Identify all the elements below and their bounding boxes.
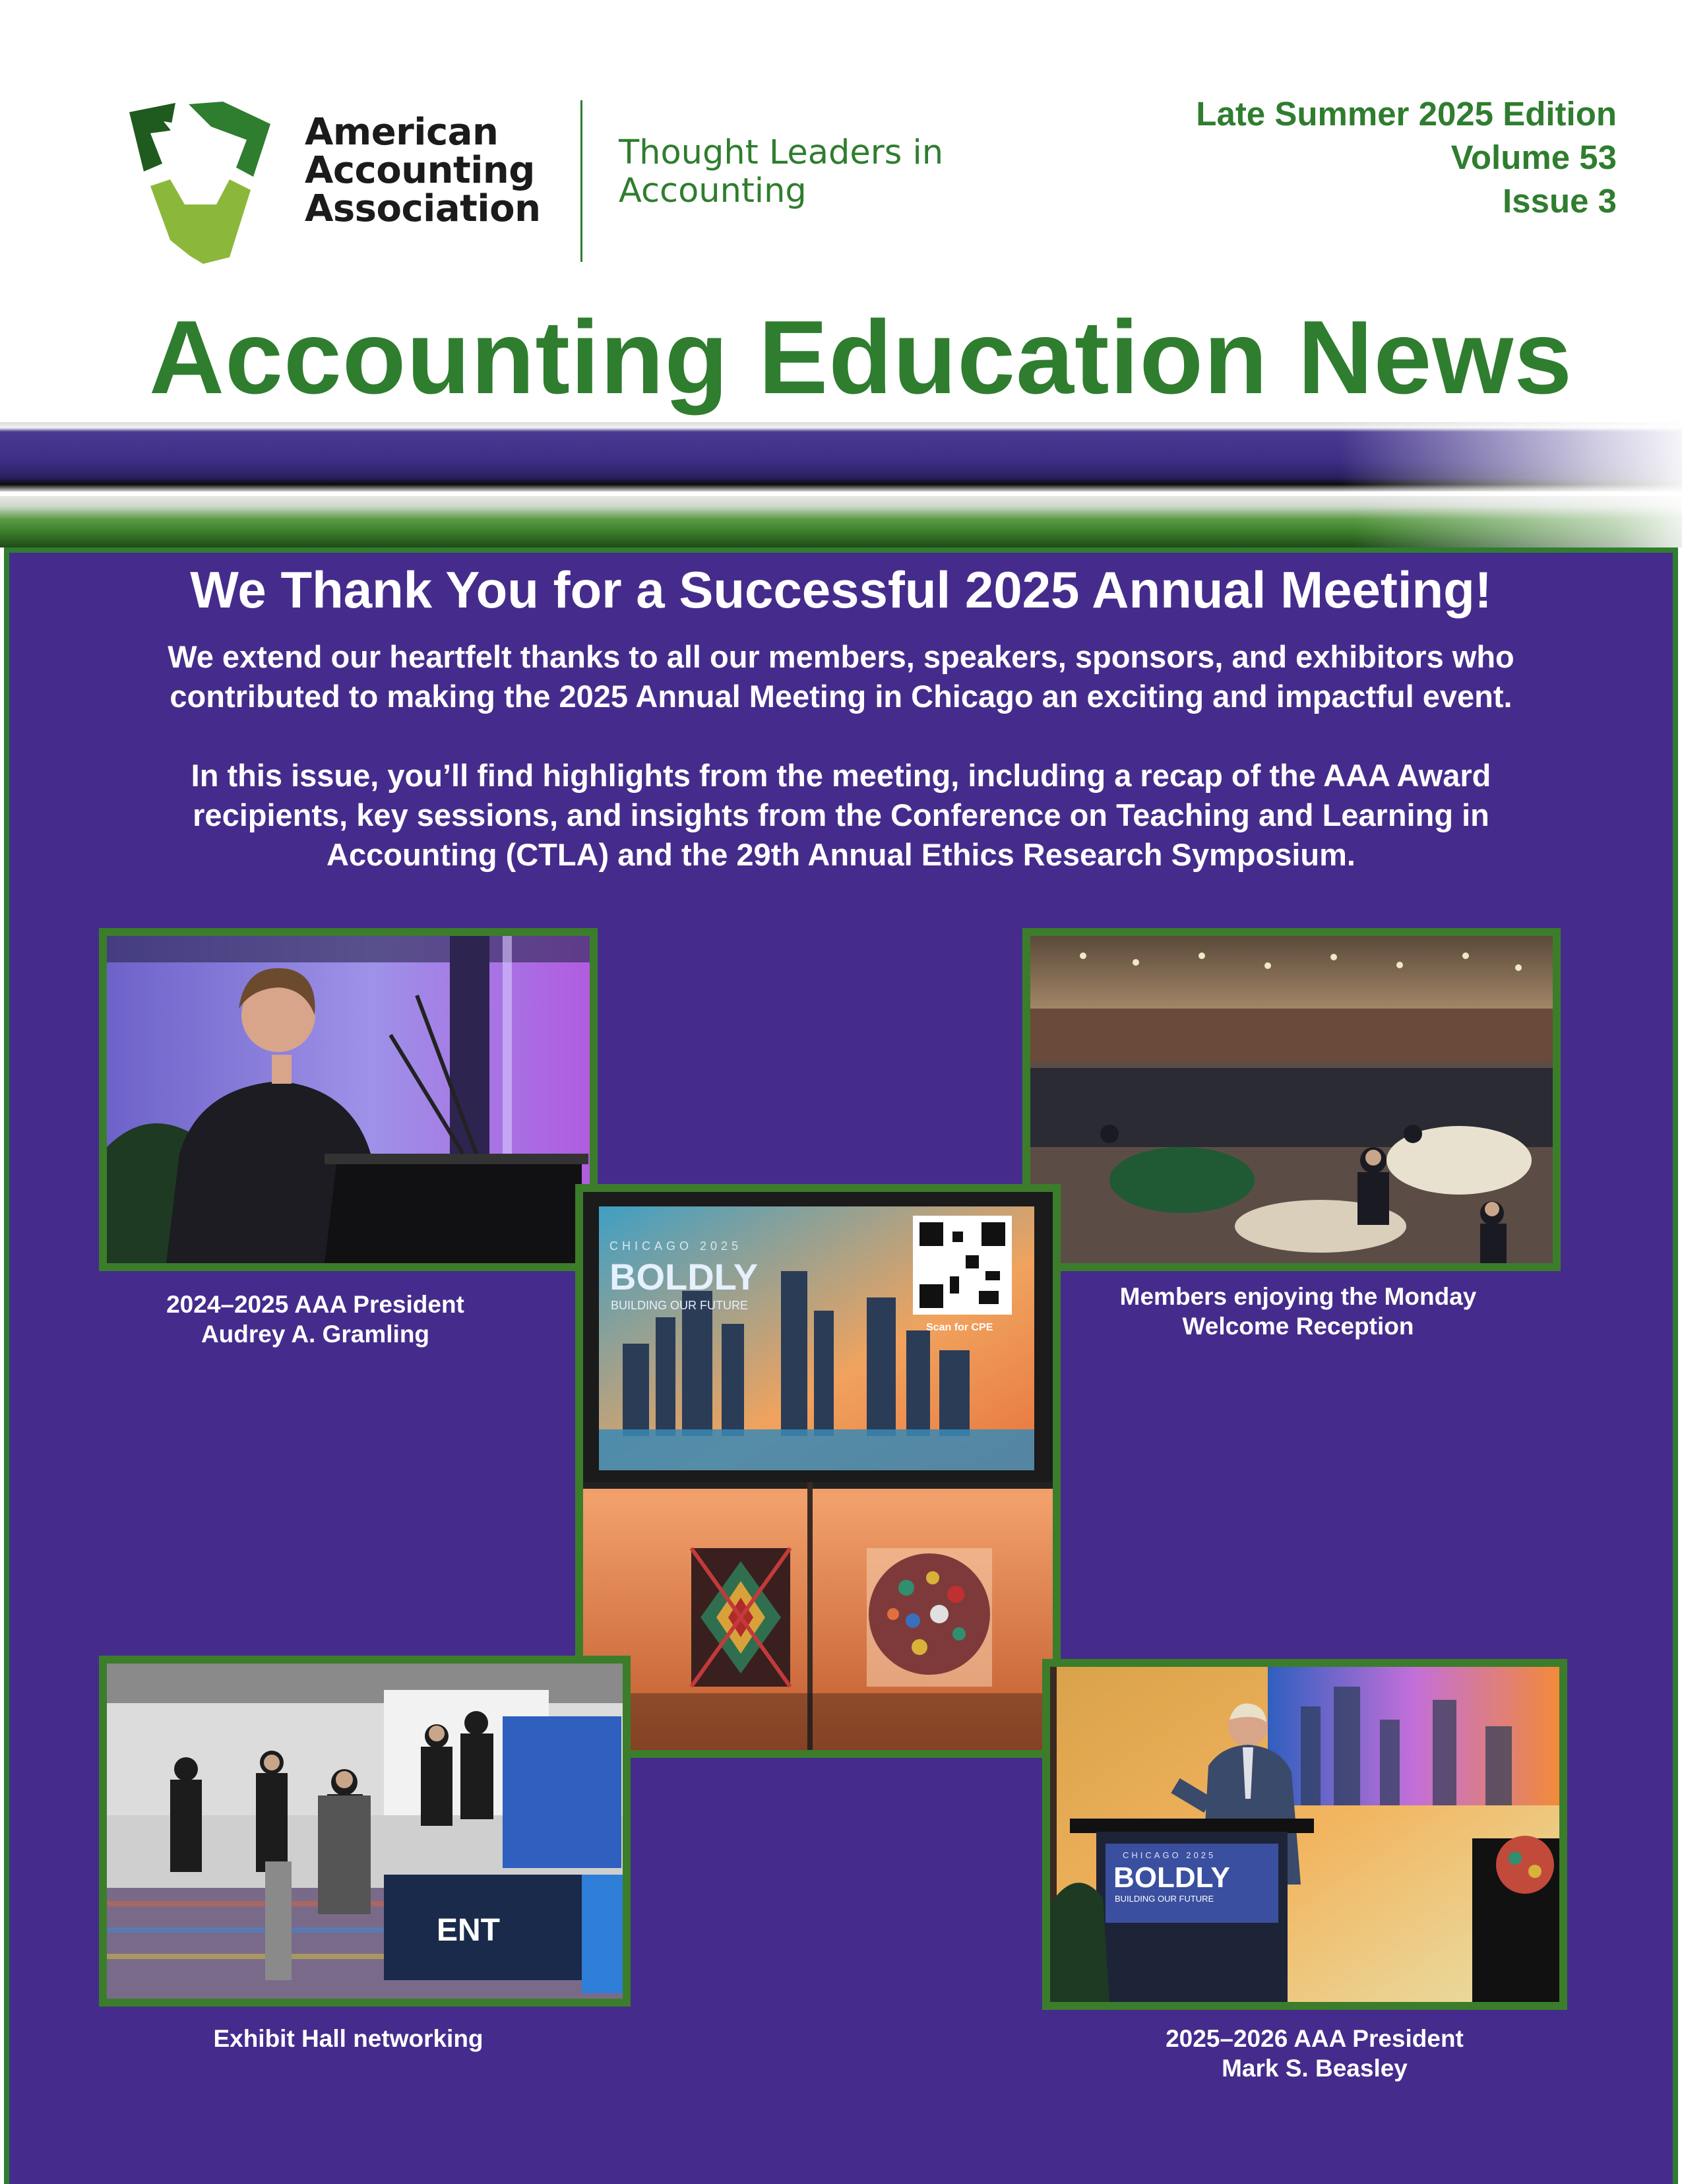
decorative-band-purple xyxy=(0,422,1682,491)
caption-gramling xyxy=(99,1290,532,1349)
screen-scan-label: Scan for CPE xyxy=(926,1322,993,1333)
paragraph-line: In this issue, you’ll find highlights from the meeting, including a recap of the AAA Award xyxy=(191,758,1491,793)
decorative-band-green xyxy=(0,496,1682,547)
org-name-line: Accounting xyxy=(305,149,535,192)
tagline-line: Accounting xyxy=(619,172,807,210)
caption-line: 2024–2025 AAA President xyxy=(166,1291,464,1318)
volume-label: Volume 53 xyxy=(1450,139,1617,176)
photo-reception xyxy=(1022,928,1561,1271)
caption-line: Mark S. Beasley xyxy=(1222,2055,1408,2082)
photo-exhibit-hall xyxy=(99,1656,631,2007)
caption-line: Audrey A. Gramling xyxy=(201,1321,430,1348)
paragraph-line: recipients, key sessions, and insights from the Conference on Teaching and Learning in xyxy=(193,797,1489,832)
edition-info xyxy=(1196,92,1617,223)
photo-beasley xyxy=(1042,1659,1567,2010)
edition-label: Late Summer 2025 Edition xyxy=(1196,95,1617,133)
caption-beasley xyxy=(1059,2024,1571,2083)
org-name-line: Association xyxy=(305,187,541,230)
masthead-title: Accounting Education News xyxy=(149,299,1573,416)
tagline xyxy=(619,134,1014,210)
organization-name xyxy=(305,113,582,228)
tagline-line: Thought Leaders in xyxy=(619,133,944,172)
podium-city-line: CHICAGO 2025 xyxy=(1123,1850,1216,1860)
photo-gramling xyxy=(99,928,598,1271)
aaa-logo xyxy=(124,99,276,265)
header-divider xyxy=(580,100,582,262)
screen-brand: BOLDLY xyxy=(609,1256,759,1297)
screen-city-line: CHICAGO 2025 xyxy=(609,1239,743,1253)
feature-paragraph xyxy=(115,756,1567,875)
caption-reception xyxy=(1029,1282,1567,1341)
caption-exhibit-hall xyxy=(99,2024,598,2053)
caption-line: Members enjoying the Monday xyxy=(1119,1283,1477,1310)
caption-line: 2025–2026 AAA President xyxy=(1166,2025,1464,2052)
caption-line: Exhibit Hall networking xyxy=(213,2025,483,2052)
photo-boldly-screen xyxy=(575,1184,1061,1758)
caption-line: Welcome Reception xyxy=(1182,1313,1414,1340)
screen-sub: BUILDING OUR FUTURE xyxy=(611,1299,749,1312)
feature-paragraph xyxy=(115,637,1567,716)
podium-brand: BOLDLY xyxy=(1113,1861,1230,1894)
booth-banner-text: ENT xyxy=(437,1913,500,1948)
org-name-line: American xyxy=(305,111,499,154)
paragraph-line: contributed to making the 2025 Annual Meeting in Chicago an exciting and impactful event. xyxy=(170,679,1512,714)
paragraph-line: Accounting (CTLA) and the 29th Annual Ethics Research Symposium. xyxy=(327,837,1355,872)
paragraph-line: We extend our heartfelt thanks to all our members, speakers, sponsors, and exhibitors who xyxy=(168,639,1514,674)
feature-headline: We Thank You for a Successful 2025 Annual Meeting! xyxy=(190,561,1492,619)
issue-label: Issue 3 xyxy=(1503,182,1617,220)
podium-sub: BUILDING OUR FUTURE xyxy=(1115,1894,1214,1904)
